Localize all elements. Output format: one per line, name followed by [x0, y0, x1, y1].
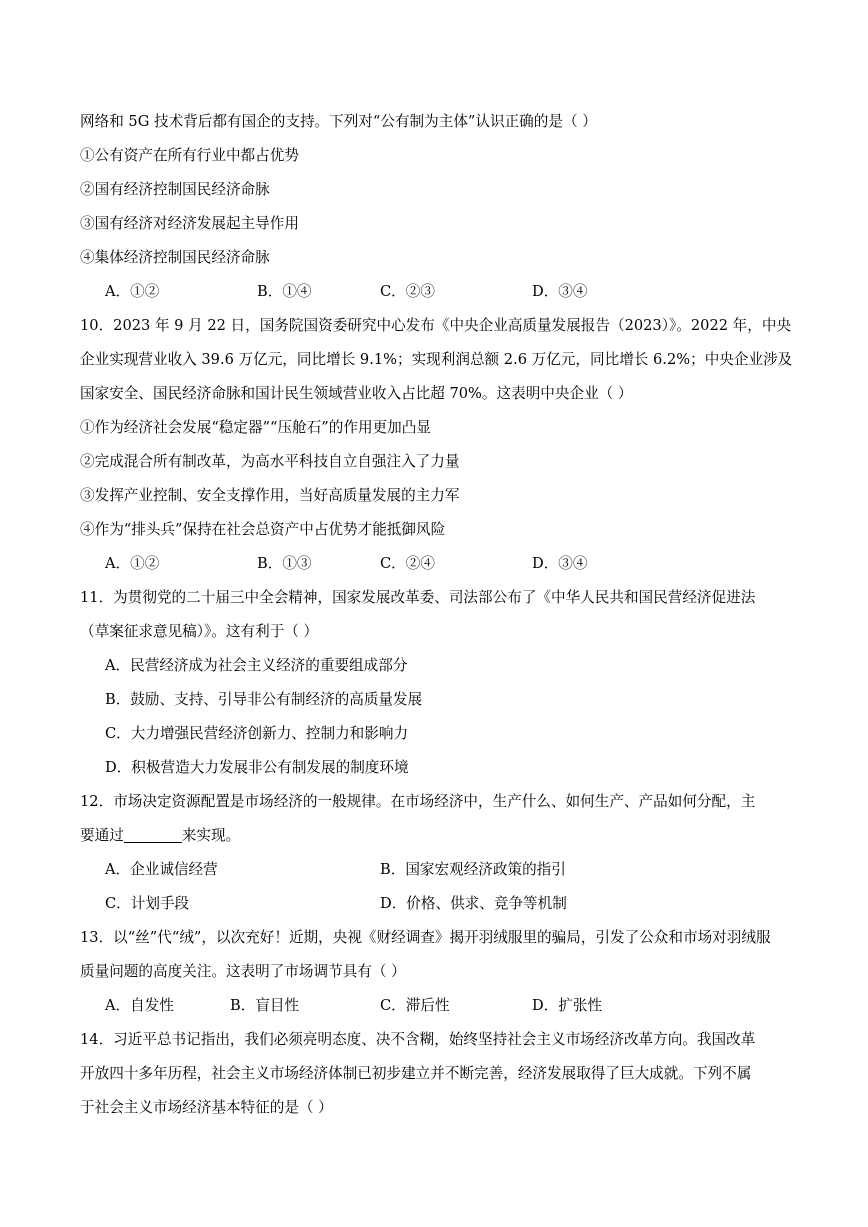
statement-item: ②完成混合所有制改革，为高水平科技自立自强注入了力量	[80, 453, 460, 470]
statement-item: ①作为经济社会发展“稳定器”“压舱石”的作用更加凸显	[80, 419, 431, 436]
option-row	[80, 282, 800, 316]
option-d: D．③④	[532, 555, 588, 572]
question-14	[80, 1030, 800, 1132]
statement-item: ④作为“排头兵”保持在社会总资产中占优势才能抵御风险	[80, 521, 446, 538]
question-stem: 国家安全、国民经济命脉和国计民生领域营业收入占比超 70%。这表明中央企业（ ）	[80, 385, 633, 402]
question-stem: 网络和 5G 技术背后都有国企的支持。下列对“公有制为主体”认识正确的是（ ）	[80, 113, 597, 130]
statement-item: ①公有资产在所有行业中都占优势	[80, 147, 299, 164]
question-stem	[80, 826, 800, 860]
question-stem: 开放四十多年历程，社会主义市场经济体制已初步建立并不断完善，经济发展取得了巨大成就。下列不属	[80, 1065, 752, 1082]
option-c: C．②③	[380, 283, 435, 300]
option-d: D．扩张性	[532, 997, 603, 1014]
option-c: C．滞后性	[380, 997, 450, 1014]
option-row	[80, 554, 800, 588]
question-content	[80, 112, 800, 1132]
question-stem: 于社会主义市场经济基本特征的是（ ）	[80, 1099, 333, 1116]
statement-item: ②国有经济控制国民经济命脉	[80, 181, 270, 198]
question-12	[80, 792, 800, 928]
option-c: C．②④	[380, 555, 435, 572]
option-b: B．国家宏观经济政策的指引	[380, 861, 566, 878]
option-row	[80, 894, 800, 928]
option-b: B．①③	[257, 555, 312, 572]
answer-blank	[124, 826, 182, 843]
option-d: D．积极营造大力发展非公有制发展的制度环境	[105, 759, 409, 776]
option-a: A．①②	[105, 555, 160, 572]
question-stem: 企业实现营业收入 39.6 万亿元，同比增长 9.1%；实现利润总额 2.6 万亿元，同比增长 6.2%；中央企业涉及	[80, 351, 793, 368]
option-a: A．①②	[105, 283, 160, 300]
statement-item: ③国有经济对经济发展起主导作用	[80, 215, 299, 232]
question-9	[80, 112, 800, 316]
question-stem: 13．以“丝”代“绒”，以次充好！近期，央视《财经调查》揭开羽绒服里的骗局，引发了公众和市场对羽绒服	[80, 929, 771, 946]
question-13	[80, 928, 800, 1030]
option-d: D．价格、供求、竞争等机制	[380, 895, 567, 912]
question-11	[80, 588, 800, 792]
stem-text: 来实现。	[181, 827, 241, 844]
question-stem: 质量问题的高度关注。这表明了市场调节具有（ ）	[80, 963, 406, 980]
question-stem: 11．为贯彻党的二十届三中全会精神，国家发展改革委、司法部公布了《中华人民共和国民营经济促进法	[80, 589, 756, 606]
question-stem: 14．习近平总书记指出，我们必须亮明态度、决不含糊，始终坚持社会主义市场经济改革方向。我国改革	[80, 1031, 756, 1048]
option-a: A．自发性	[105, 997, 174, 1014]
option-b: B．①④	[257, 283, 312, 300]
option-row	[80, 996, 800, 1030]
stem-text: 要通过	[80, 827, 124, 844]
question-10	[80, 316, 800, 588]
question-stem: 10．2023 年 9 月 22 日，国务院国资委研究中心发布《中央企业高质量发展报告（2023）》。2022 年，中央	[80, 317, 792, 334]
option-d: D．③④	[532, 283, 588, 300]
option-c: C．计划手段	[105, 895, 190, 912]
option-b: B．盲目性	[230, 997, 300, 1014]
option-a: A．企业诚信经营	[105, 861, 218, 878]
option-row	[80, 860, 800, 894]
question-stem: （草案征求意见稿）》。这有利于（ ）	[80, 623, 319, 640]
option-b: B．鼓励、支持、引导非公有制经济的高质量发展	[105, 691, 423, 708]
option-c: C．大力增强民营经济创新力、控制力和影响力	[105, 725, 409, 742]
statement-item: ③发挥产业控制、安全支撑作用，当好高质量发展的主力军	[80, 487, 460, 504]
statement-item: ④集体经济控制国民经济命脉	[80, 249, 270, 266]
question-stem: 12．市场决定资源配置是市场经济的一般规律。在市场经济中，生产什么、如何生产、产品如何分配，主	[80, 793, 756, 810]
option-a: A．民营经济成为社会主义经济的重要组成部分	[105, 657, 408, 674]
